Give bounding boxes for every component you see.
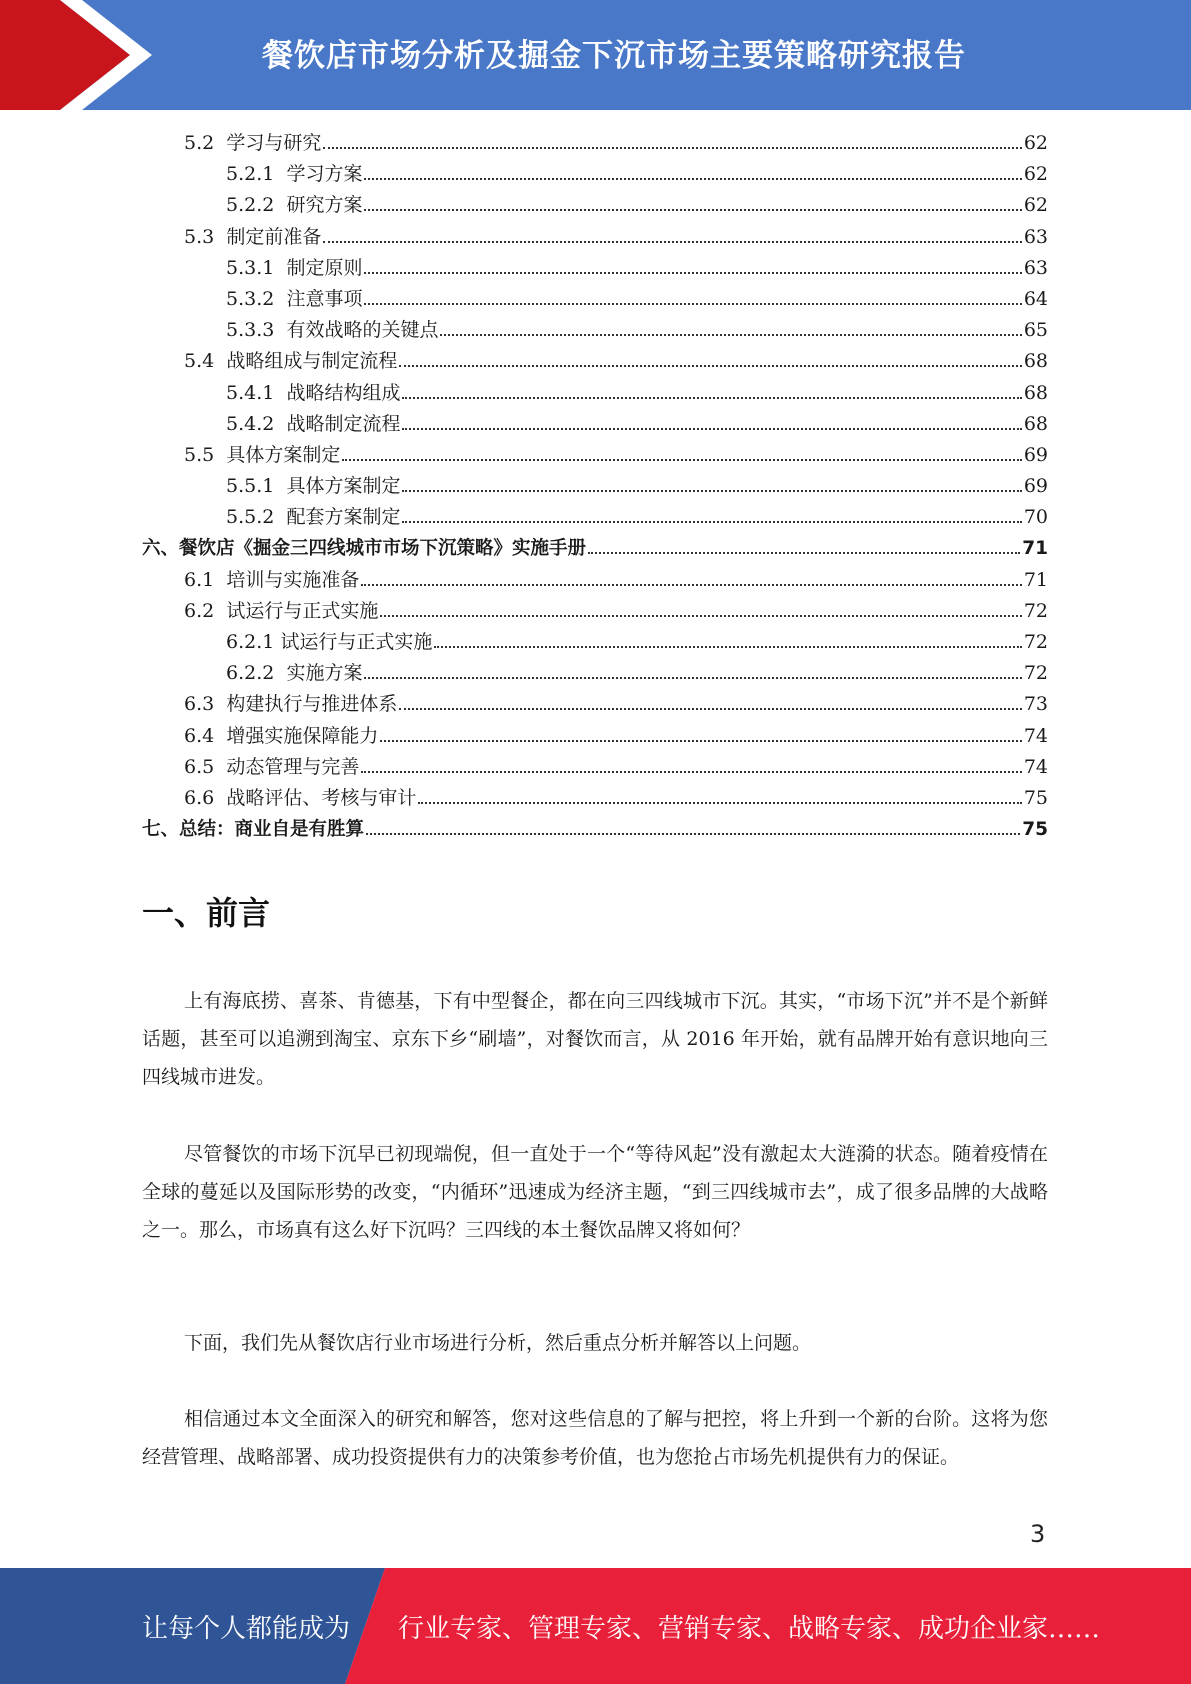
toc-entry-number: 5.5 <box>184 443 215 466</box>
toc-entry-title: 学习与研究 <box>226 132 322 154</box>
toc-entry-number: 6.4 <box>184 724 215 747</box>
toc-entry[interactable] <box>142 471 1048 502</box>
toc-entry-number: 5.2 <box>184 132 215 154</box>
toc-entry-number: 5.5.1 <box>226 475 275 498</box>
toc-entry-page: 69 <box>1023 475 1048 498</box>
toc-entry-title: 培训与实施准备 <box>226 568 360 591</box>
toc-entry-number: 6.1 <box>184 568 215 591</box>
toc-entry-page: 74 <box>1023 755 1048 778</box>
toc-dot-leader <box>402 397 1021 399</box>
toc-entry[interactable] <box>142 658 1048 689</box>
toc-dot-leader <box>402 521 1021 523</box>
toc-entry[interactable] <box>142 190 1048 221</box>
toc-dot-leader <box>323 241 1021 243</box>
toc-dot-leader <box>399 365 1021 367</box>
toc-entry-number: 5.5.2 <box>226 506 275 529</box>
toc-entry-title: 总结：商业自是有胜算 <box>179 819 365 841</box>
paragraph-2: 尽管餐饮的市场下沉早已初现端倪，但一直处于一个“等待风起”没有激起太大涟漪的状态。随着疫情在全球的蔓延以及国际形势的改变，“内循环”迅速成为经济主题，“到三四线城市去”，成了很多品牌的大战略之一。那么，市场真有这么好下沉吗？三四线的本土餐饮品牌又将如何？ <box>142 1143 1048 1241</box>
toc-dot-leader <box>364 178 1021 180</box>
toc-entry-page: 65 <box>1023 319 1048 342</box>
toc-dot-leader <box>588 552 1020 554</box>
toc-entry[interactable] <box>142 440 1048 471</box>
footer-slogan-right: 行业专家、管理专家、营销专家、战略专家、成功企业家…… <box>398 1614 1101 1644</box>
toc-entry[interactable] <box>142 721 1048 752</box>
toc-dot-leader <box>364 677 1021 679</box>
toc-entry[interactable] <box>142 378 1048 409</box>
toc-dot-leader <box>399 708 1021 710</box>
toc-entry-page: 71 <box>1022 538 1048 560</box>
toc-entry-page: 63 <box>1023 225 1048 248</box>
toc-entry-page: 71 <box>1023 568 1048 591</box>
toc-entry-title: 试运行与正式实施 <box>280 631 433 653</box>
toc-entry-number: 6.5 <box>184 755 215 778</box>
toc-entry-page: 72 <box>1023 662 1048 685</box>
toc-entry-title: 试运行与正式实施 <box>226 599 379 622</box>
toc-entry-page: 62 <box>1023 132 1048 154</box>
toc-entry-number: 5.4.1 <box>226 381 275 404</box>
toc-dot-leader <box>380 740 1021 742</box>
toc-dot-leader <box>440 334 1021 336</box>
toc-entry-page: 72 <box>1023 631 1048 653</box>
toc-entry-page: 62 <box>1023 194 1048 217</box>
toc-entry-title: 餐饮店《掘金三四线城市市场下沉策略》实施手册 <box>179 538 587 560</box>
toc-entry[interactable] <box>142 222 1048 253</box>
toc-dot-leader <box>342 459 1021 461</box>
toc-entry[interactable] <box>142 565 1048 596</box>
toc-entry[interactable] <box>142 253 1048 284</box>
toc-entry-title: 具体方案制定 <box>286 475 401 498</box>
toc-entry[interactable] <box>142 346 1048 377</box>
section-heading: 一、前言 <box>142 894 271 932</box>
toc-entry-page: 62 <box>1023 163 1048 186</box>
toc-entry[interactable] <box>142 284 1048 315</box>
toc-entry-page: 68 <box>1023 381 1048 404</box>
toc-entry[interactable] <box>142 502 1048 533</box>
toc-dot-leader <box>380 615 1021 617</box>
toc-entry-number: 6.2.1 <box>226 631 275 653</box>
toc-dot-leader <box>402 428 1021 430</box>
toc-entry[interactable] <box>142 159 1048 190</box>
toc-entry-page: 68 <box>1023 412 1048 435</box>
toc-entry-page: 64 <box>1023 287 1048 310</box>
toc-entry-title: 制定原则 <box>286 256 363 279</box>
toc-entry[interactable] <box>142 814 1048 845</box>
toc-entry-title: 增强实施保障能力 <box>226 724 379 747</box>
toc-entry-title: 战略制定流程 <box>286 412 401 435</box>
toc-entry-number: 七、 <box>142 819 180 841</box>
toc-entry[interactable] <box>142 409 1048 440</box>
toc-entry[interactable] <box>142 128 1048 159</box>
toc-entry-title: 战略组成与制定流程 <box>226 350 398 373</box>
toc-entry-page: 63 <box>1023 256 1048 279</box>
toc-entry-number: 5.3.1 <box>226 256 275 279</box>
toc-entry-page: 74 <box>1023 724 1048 747</box>
toc-entry-page: 75 <box>1023 786 1048 809</box>
toc-entry-page: 72 <box>1023 599 1048 622</box>
toc-dot-leader <box>364 272 1021 274</box>
paragraph-3: 下面，我们先从餐饮店行业市场进行分析，然后重点分析并解答以上问题。 <box>184 1332 812 1354</box>
toc-dot-leader <box>364 209 1021 211</box>
toc-entry-number: 6.2 <box>184 599 215 622</box>
page-number: 3 <box>1030 1520 1046 1548</box>
toc-entry[interactable] <box>142 533 1048 564</box>
toc-entry[interactable] <box>142 752 1048 783</box>
toc-entry-title: 制定前准备 <box>226 225 322 248</box>
footer-slogan-left: 让每个人都能成为 <box>142 1614 351 1644</box>
toc-entry[interactable] <box>142 689 1048 720</box>
toc-entry[interactable] <box>142 315 1048 346</box>
toc-entry[interactable] <box>142 783 1048 814</box>
toc-entry-number: 5.4 <box>184 350 215 373</box>
toc-entry-title: 具体方案制定 <box>226 443 341 466</box>
toc-entry-number: 5.4.2 <box>226 412 275 435</box>
toc-entry-title: 构建执行与推进体系 <box>226 693 398 716</box>
toc-dot-leader <box>361 584 1021 586</box>
toc-entry-title: 研究方案 <box>286 194 363 217</box>
toc-dot-leader <box>366 833 1020 835</box>
footer-band <box>0 1568 1191 1684</box>
toc-dot-leader <box>364 303 1021 305</box>
header-band <box>0 0 1191 110</box>
toc-entry-number: 6.2.2 <box>226 662 275 685</box>
table-of-contents <box>142 128 1048 845</box>
toc-entry-number: 6.3 <box>184 693 215 716</box>
paragraph-4: 相信通过本文全面深入的研究和解答，您对这些信息的了解与把控，将上升到一个新的台阶。这将为您经营管理、战略部署、成功投资提供有力的决策参考价值，也为您抢占市场先机提供有力的保证。 <box>142 1408 1048 1468</box>
paragraph-1: 上有海底捞、喜茶、肯德基，下有中型餐企，都在向三四线城市下沉。其实，“市场下沉”并不是个新鲜话题，甚至可以追溯到淘宝、京东下乡“刷墙”，对餐饮而言，从 2016 年开始，就有品牌开始有意识地向三四线城市进发。 <box>142 990 1048 1088</box>
toc-entry-number: 六、 <box>142 538 180 560</box>
toc-entry-title: 有效战略的关键点 <box>286 319 439 342</box>
toc-entry-number: 5.2.1 <box>226 163 275 186</box>
toc-entry-number: 5.3 <box>184 225 215 248</box>
toc-dot-leader <box>402 490 1021 492</box>
toc-entry-number: 5.2.2 <box>226 194 275 217</box>
toc-entry-page: 68 <box>1023 350 1048 373</box>
toc-entry-number: 6.6 <box>184 786 215 809</box>
toc-dot-leader <box>418 802 1021 804</box>
toc-entry-number: 5.3.3 <box>226 319 275 342</box>
toc-entry[interactable] <box>142 596 1048 627</box>
toc-entry-title: 学习方案 <box>286 163 363 186</box>
toc-entry-page: 69 <box>1023 443 1048 466</box>
toc-entry-title: 动态管理与完善 <box>226 755 360 778</box>
toc-dot-leader <box>361 771 1021 773</box>
toc-entry-page: 73 <box>1023 693 1048 716</box>
toc-entry-title: 配套方案制定 <box>286 506 401 529</box>
toc-entry-title: 战略评估、考核与审计 <box>226 786 417 809</box>
toc-dot-leader <box>323 147 1021 149</box>
report-title: 餐饮店市场分析及掘金下沉市场主要策略研究报告 <box>262 38 966 74</box>
toc-entry-title: 战略结构组成 <box>286 381 401 404</box>
toc-entry-title: 注意事项 <box>286 287 363 310</box>
toc-dot-leader <box>434 646 1021 648</box>
toc-entry-page: 70 <box>1023 506 1048 529</box>
toc-entry-page: 75 <box>1022 819 1048 841</box>
toc-entry-title: 实施方案 <box>286 662 363 685</box>
toc-entry[interactable] <box>142 627 1048 658</box>
toc-entry-number: 5.3.2 <box>226 287 275 310</box>
